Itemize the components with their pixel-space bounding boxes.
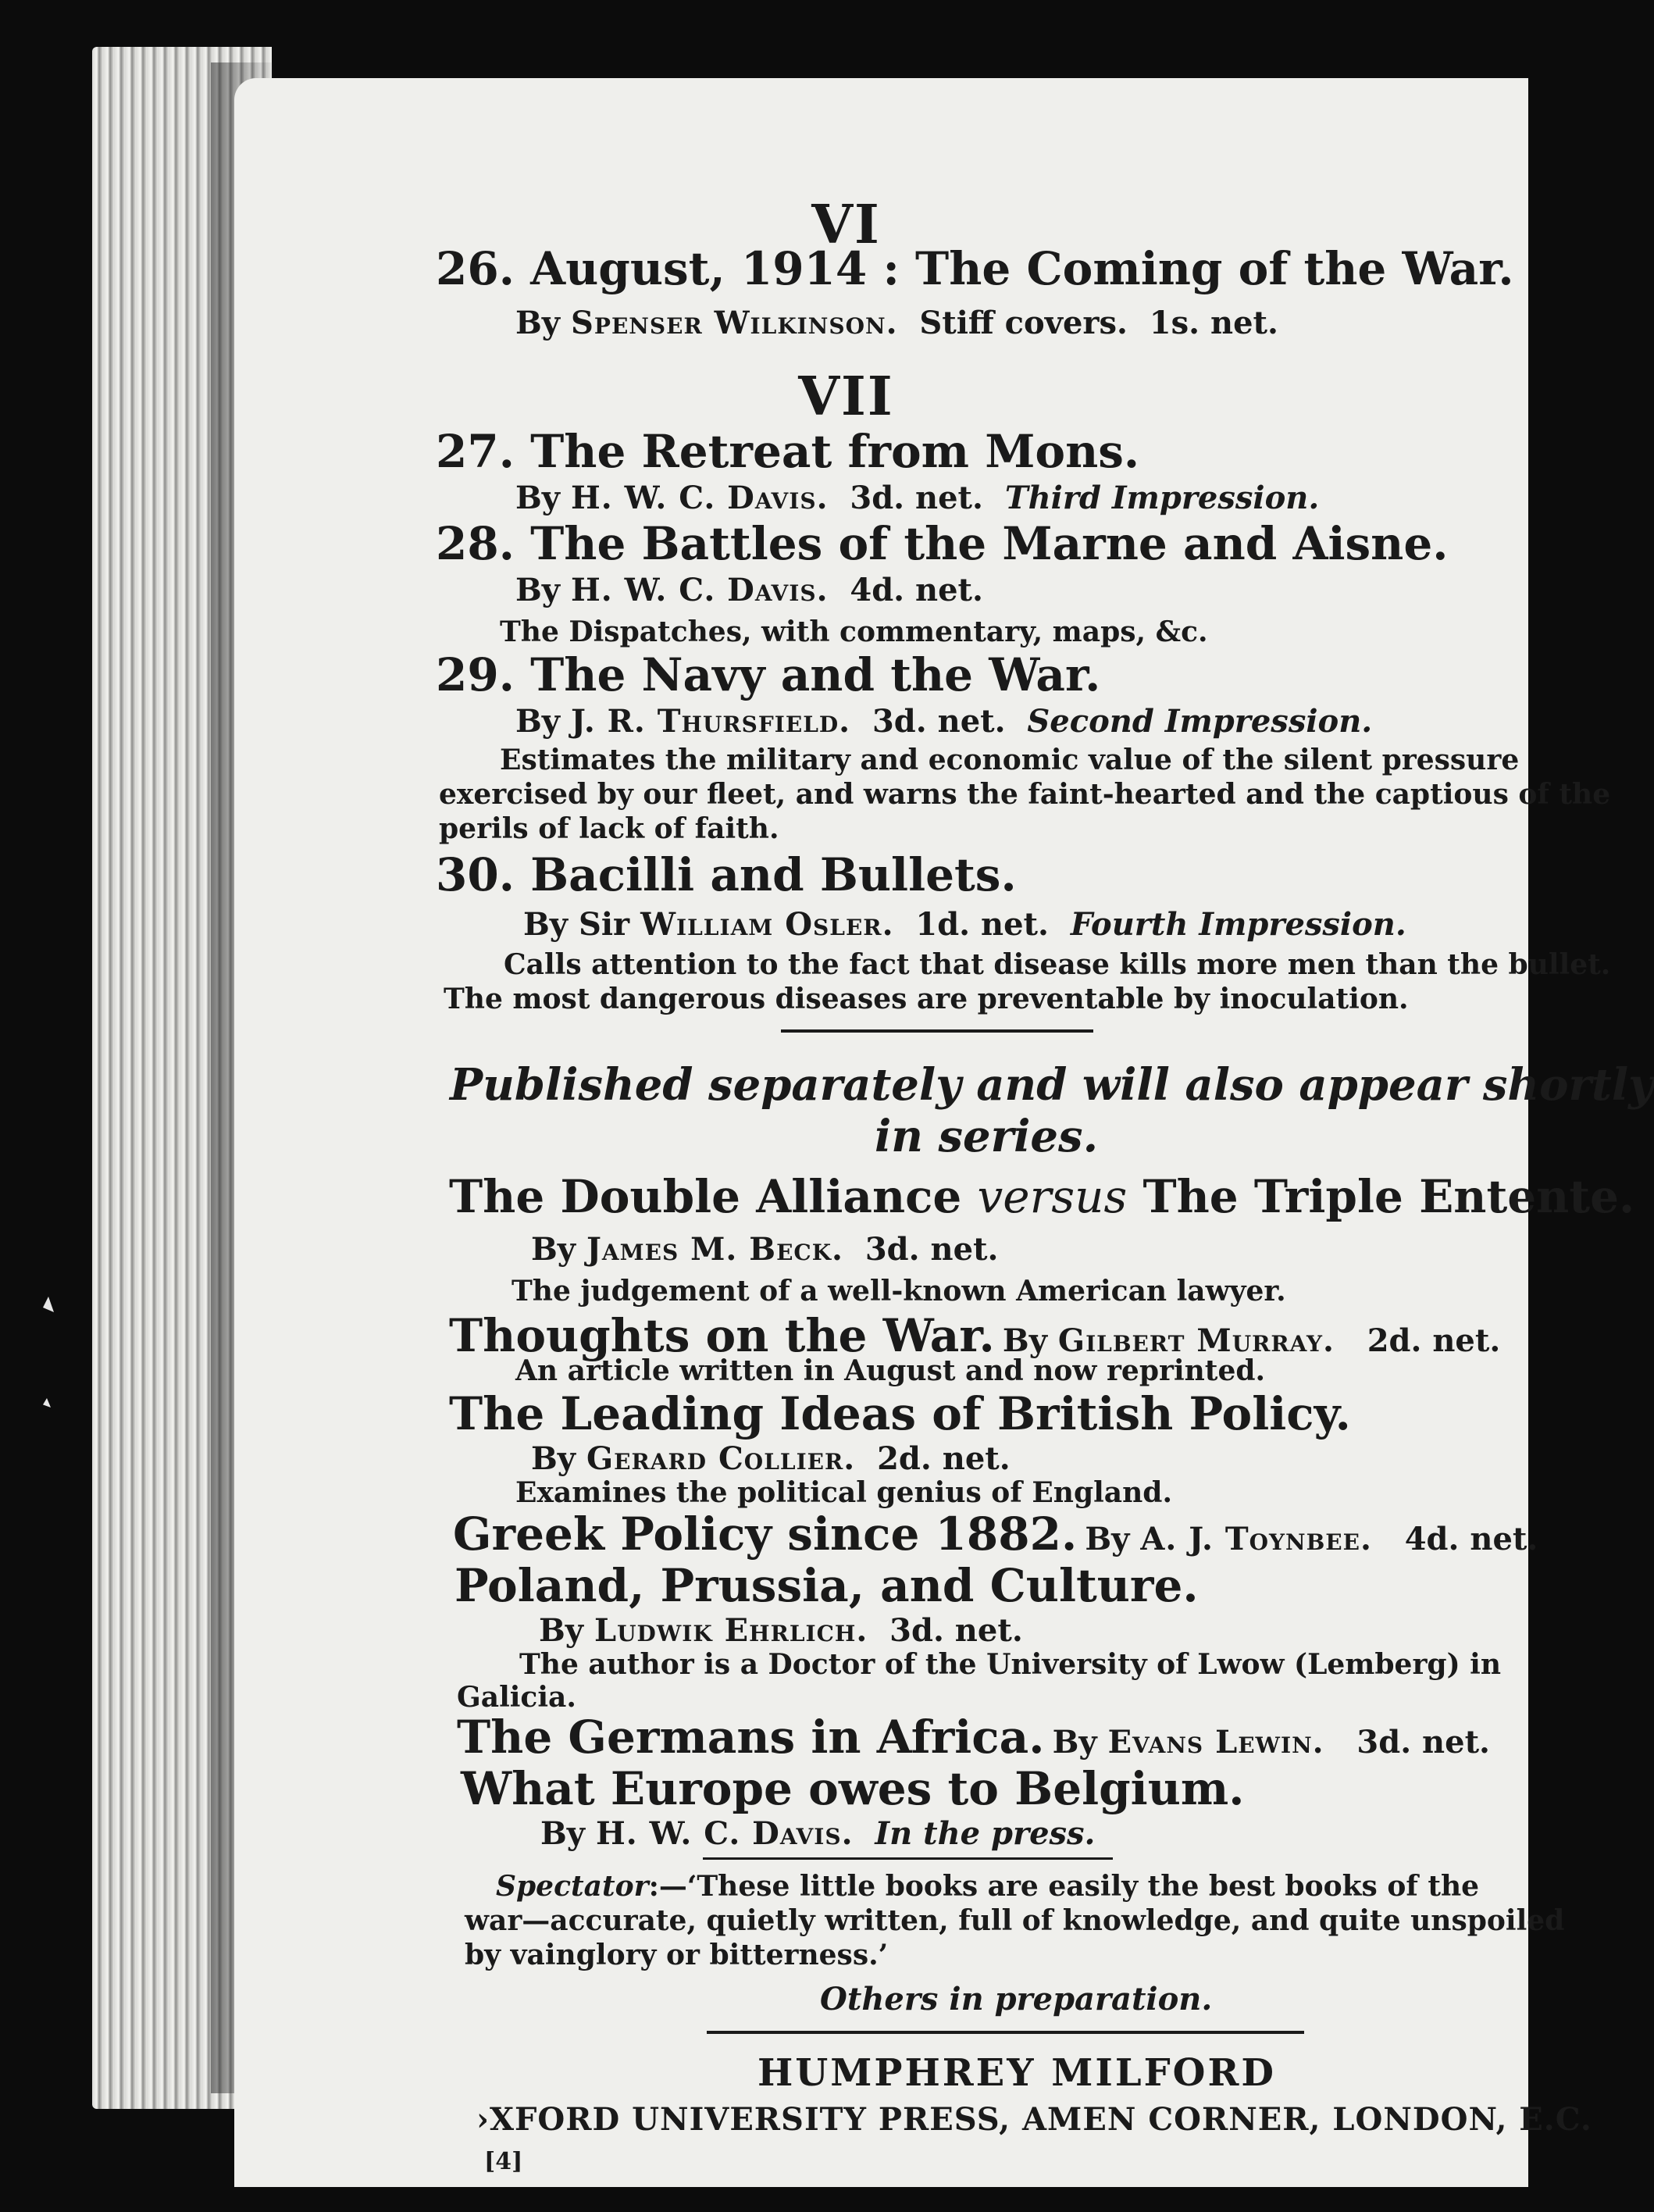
separate-4-title-line: Greek Policy since 1882. By A. J. Toynbee. 4d. net. (453, 1507, 1538, 1561)
book-page (234, 78, 1654, 2187)
separate-1-byline: By James M. Beck. 3d. net. (531, 1231, 999, 1268)
entry-28-title: 28. The Battles of the Marne and Aisne. (436, 517, 1449, 570)
separate-7-title: What Europe owes to Belgium. (461, 1762, 1245, 1815)
entry-29-title: 29. The Navy and the War. (436, 648, 1101, 701)
entry-27-byline: By H. W. C. Davis. 3d. net. Third Impression. (515, 480, 1320, 516)
separate-heading-line: Published separately and will also appear shortly (450, 1059, 1654, 1111)
publisher-address: ›XFORD UNIVERSITY PRESS, AMEN CORNER, LONDON, E.C. (476, 2101, 1592, 2138)
others-in-preparation: Others in preparation. (820, 1981, 1213, 2018)
quote-line: war—accurate, quietly written, full of knowledge, and quite unspoiled (465, 1904, 1565, 1937)
entry-29-description-line: Estimates the military and economic value of the silent pressure (500, 744, 1520, 776)
publisher-name: HUMPHREY MILFORD (757, 2051, 1276, 2095)
section-heading-vii: VII (798, 366, 894, 428)
entry-28-byline: By H. W. C. Davis. 4d. net. (515, 572, 983, 608)
separate-3-description: Examines the political genius of England. (515, 1476, 1173, 1509)
entry-27-title: 27. The Retreat from Mons. (436, 425, 1140, 478)
entry-30-description-line: The most dangerous diseases are preventable by inoculation. (444, 983, 1409, 1015)
separate-5-description-line: The author is a Doctor of the University of Lwow (Lemberg) in (519, 1648, 1502, 1681)
entry-29-description-line: exercised by our fleet, and warns the faint-hearted and the captious of the (439, 778, 1611, 811)
scan-speck (43, 1297, 54, 1312)
entry-26-title: 26. August, 1914 : The Coming of the War. (436, 242, 1514, 295)
separate-3-title: The Leading Ideas of British Policy. (449, 1387, 1351, 1440)
separate-heading-line: in series. (875, 1111, 1099, 1162)
page-number: [4] (484, 2148, 523, 2175)
section-heading-vi: VI (811, 194, 881, 256)
quote-line: by vainglory or bitterness.’ (465, 1939, 889, 1971)
page-content (234, 78, 1654, 2187)
entry-30-byline: By Sir William Osler. 1d. net. Fourth Impression. (523, 906, 1406, 943)
separate-5-byline: By Ludwik Ehrlich. 3d. net. (539, 1612, 1023, 1649)
entry-26-byline: By Spenser Wilkinson. Stiff covers. 1s. net. (515, 305, 1278, 341)
quote-line: Spectator:—‘These little books are easily the best books of the (496, 1870, 1480, 1903)
separate-1-description: The judgement of a well-known American lawyer. (512, 1275, 1286, 1308)
separate-2-description: An article written in August and now reprinted. (515, 1354, 1266, 1387)
separate-2-title-line: Thoughts on the War. By Gilbert Murray. 2d. net. (449, 1309, 1501, 1362)
entry-30-description-line: Calls attention to the fact that disease kills more men than the bullet. (504, 948, 1611, 981)
separate-5-title: Poland, Prussia, and Culture. (454, 1559, 1199, 1612)
separate-7-byline: By H. W. C. Davis. In the press. (540, 1815, 1096, 1852)
divider-rule (781, 1029, 1093, 1033)
divider-rule (703, 1857, 1113, 1860)
divider-rule (707, 2031, 1304, 2034)
entry-29-description-line: perils of lack of faith. (439, 812, 779, 845)
separate-5-description-line: Galicia. (457, 1681, 576, 1714)
entry-30-title: 30. Bacilli and Bullets. (436, 848, 1017, 901)
entry-29-byline: By J. R. Thursfield. 3d. net. Second Impression. (515, 703, 1373, 740)
scan-speck (43, 1398, 51, 1407)
entry-28-description: The Dispatches, with commentary, maps, &c. (500, 615, 1208, 648)
separate-1-title: The Double Alliance versus The Triple Entente. (449, 1170, 1635, 1223)
separate-3-byline: By Gerard Collier. 2d. net. (531, 1440, 1011, 1477)
separate-6-title-line: The Germans in Africa. By Evans Lewin. 3d. net. (457, 1711, 1490, 1764)
